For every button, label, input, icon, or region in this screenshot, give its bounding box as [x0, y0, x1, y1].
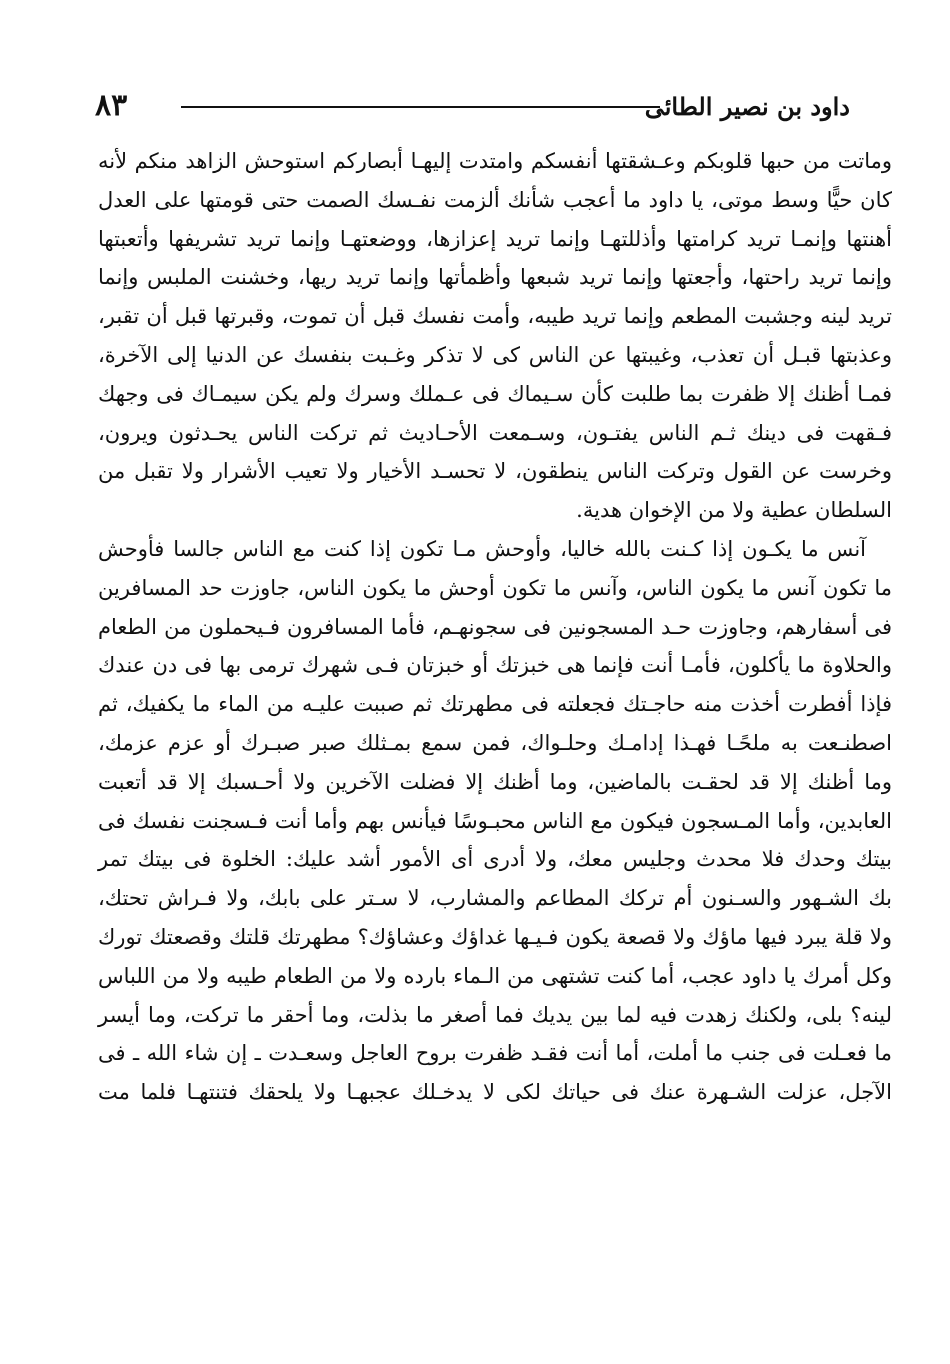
- paragraph-1: [98, 142, 892, 530]
- text-line: فـقهت فى دينك ثـم الناس يفتـون، وسـمعت الأحـاديث ثم تركت الناس يحـدثون ويرون،: [98, 420, 892, 445]
- header-rule: [181, 106, 660, 108]
- text-line: وخرست عن القول وتركت الناس ينطقون، لا تحسـد الأخيار ولا تعيب الأشرار ولا تقبل من: [98, 459, 892, 484]
- text-line: وما أظنك إلا قد لحقـت بالماضين، وما أظنك إلا فضلت الآخرين ولا أحـسبك إلا قد أتعبت: [98, 769, 892, 794]
- text-line: وماتت من حبها قلوبكم وعـشقتها أنفسكم وامتدت إليهـا أبصاركم استوحش الزاهد منكم لأنه: [98, 149, 892, 173]
- text-line: اصطنـعت به ملحًـا فهـذا إدامـك وحلـواك، فمن سمع بمـثلك صبر صبـرك أو عزم عزمك،: [98, 730, 892, 755]
- text-line: أهنتها وإنمـا تريد كرامتها وأذللتهـا وإنما تريد إعزازها، ووضعتهـا وإنما تريد تشريفها وأتعبتها: [98, 226, 892, 251]
- text-line: كان حيًّا وسط موتى، يا داود ما أعجب شأنك ألزمت نفـسك الصمت حتى قومتها على العدل: [98, 187, 892, 212]
- text-line: فمـا أظنك إلا ظفرت بما طلبت كأن سـيماك فى عـملك وسرك ولم يكن سيمـاك فى وجهك: [98, 381, 892, 406]
- paragraph-2: [98, 530, 892, 1112]
- text-line: العابدين، وأما المـسجون فيكون مع الناس محبـوسًا فيأنس بهم وأما أنت فـسجنت نفسك فى: [98, 808, 892, 833]
- page-number: ٨٣: [95, 88, 128, 123]
- text-line: آنس ما يكـون إذا كـنت بالله خاليا، وأوحش مـا تكون إذا كنت مع الناس جالسا فأوحش: [98, 536, 866, 561]
- text-line: فإذا أفطرت أخذت منه حاجـتك فجعلته فى مطهرتك ثم صببت عليـه من الماء ما يكفيك، ثم: [98, 692, 892, 717]
- text-line: وإنما تريد راحتها، وأجعتها وإنما تريد شبعها وأظمأتها وإنما تريد ريها، وخشنت الملبس وإنما: [98, 265, 892, 290]
- body-text: [98, 142, 892, 1112]
- text-line: ما فعـلت فى جنب ما أملت، أما أنت فقـد ظفرت بروح العاجل وسعـدت ـ إن شاء الله ـ فى: [98, 1041, 892, 1066]
- text-line: ما تكون آنس ما يكون الناس، وآنس ما تكون أوحش ما يكون الناس، جاوزت حد المسافرين: [98, 575, 892, 600]
- text-line: وكل أمرك يا داود عجب، أما كنت تشتهى من الـماء بارده ولا من الطعام طيبه ولا من اللباس: [98, 963, 892, 988]
- running-title: داود بن نصير الطائى: [644, 92, 850, 121]
- text-line: والحلاوة ما يأكلون، فأمـا أنت فإنما هى خبزتك أو خبزتان فـى شهرك ترمى بها فى دن عندك: [98, 653, 892, 678]
- text-line: ولا قلة يبرد فيها ماؤك ولا قصعة يكون فـيـها غداؤك وعشاؤك؟ مطهرتك قلتك وقصعتك تورك: [98, 924, 892, 949]
- text-line: بك الشـهور والسـنون أم تركك المطاعم والمشارب، لا سـتر على بابك، ولا فـراش تحتك،: [98, 886, 892, 911]
- page-header: [95, 88, 850, 128]
- text-line: السلطان عطية ولا من الإخوان هدية.: [576, 498, 892, 523]
- text-line: تريد لينه وجشبت المطعم وإنما تريد طيبه، وأمت نفسك قبل أن تموت، وقبرتها قبل أن تقبر،: [98, 304, 892, 329]
- text-line: وعذبتها قبـل أن تعذب، وغيبتها عن الناس كى لا تذكر وغـبت بنفسك عن الدنيا إلى الآخرة،: [98, 342, 892, 367]
- text-line: فى أسفارهم، وجاوزت حـد المسجونين فى سجونهـم، فأما المسافرون فـيحملون من الطعام: [98, 614, 892, 639]
- text-line: لينه؟ بلى، ولكنك زهدت فيه لما بين يديك فما أصغر ما بذلت، وما أحقر ما تركت، وما أيسر: [98, 1002, 892, 1027]
- text-line: الآجل، عزلت الشـهرة عنك فى حياتك لكى لا يدخـلك عجبهـا ولا يلحقك فتنتهـا فلما مت: [98, 1080, 892, 1105]
- text-line: بيتك وحدك فلا محدث وجليس معك، ولا أدرى أى الأمور أشد عليك: الخلوة فى بيتك تمر: [98, 847, 892, 872]
